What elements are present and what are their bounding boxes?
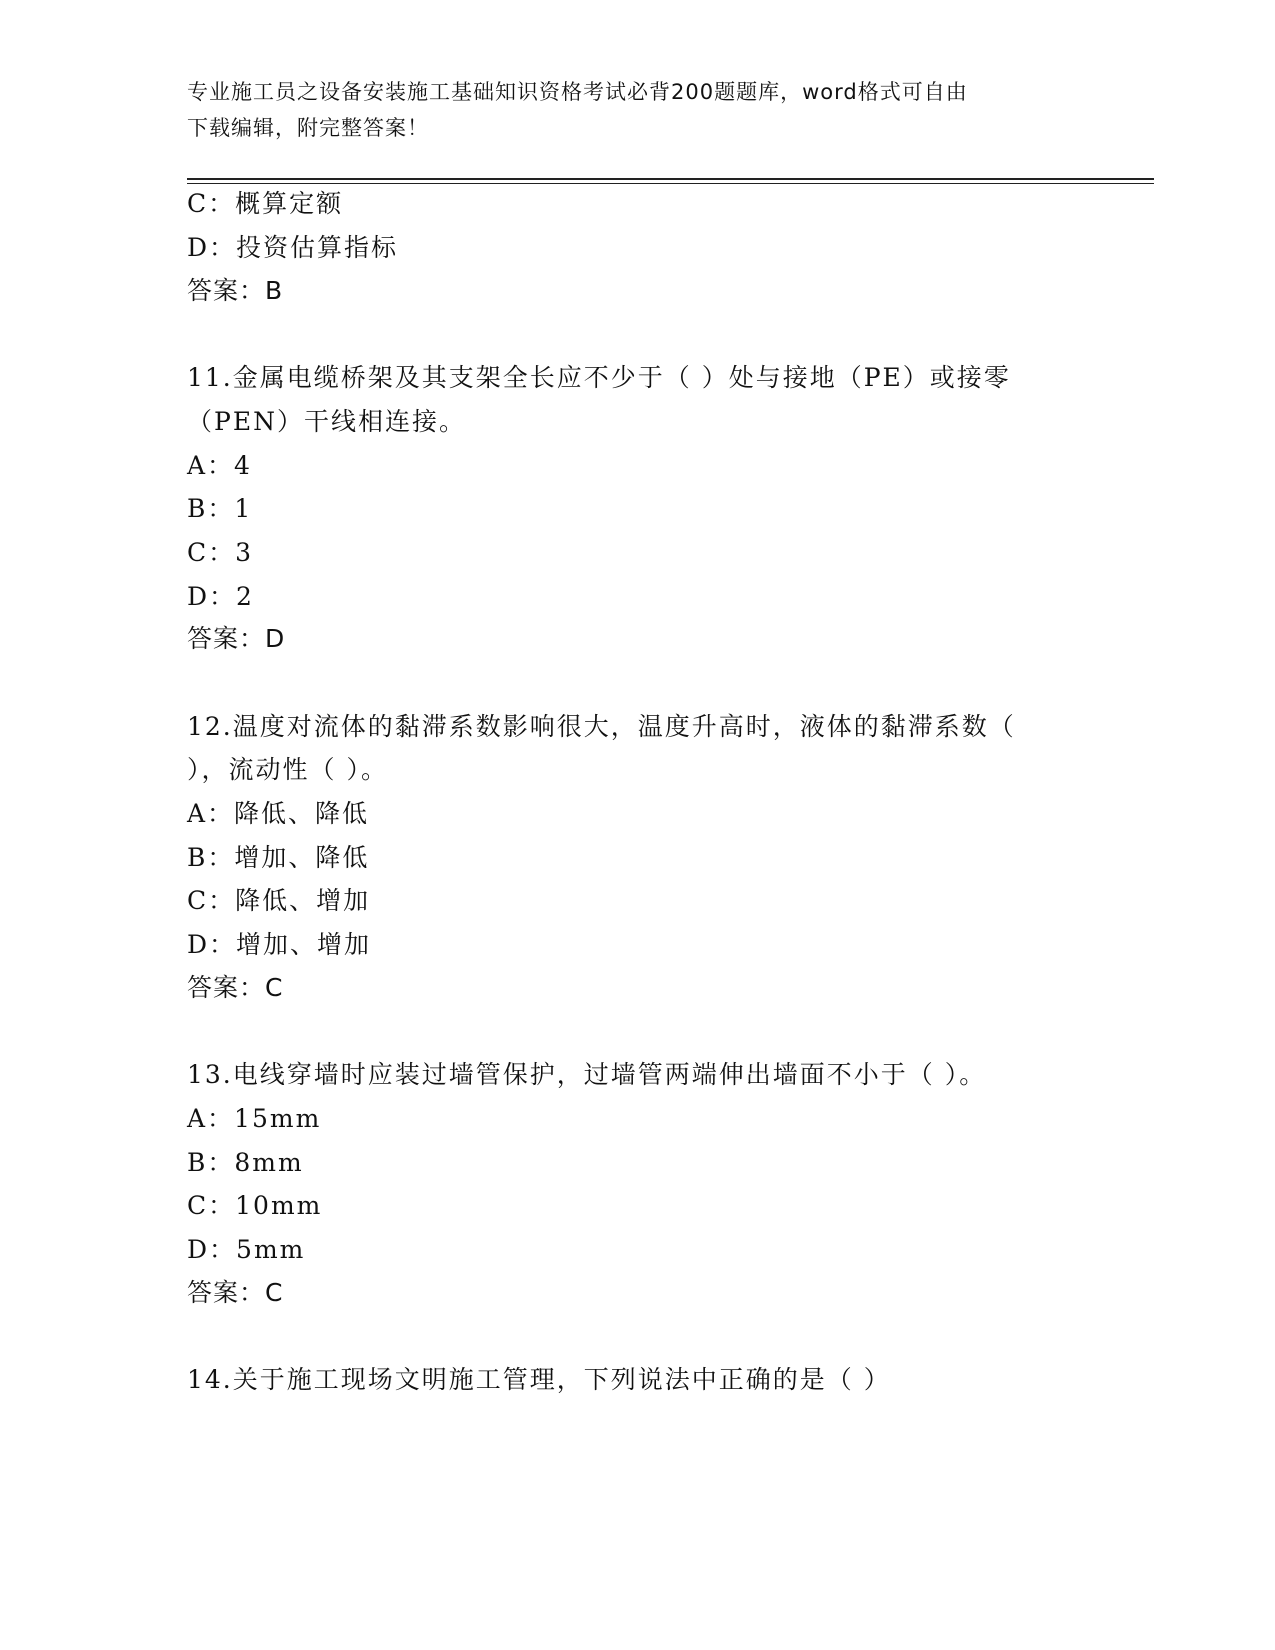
document-header [187, 74, 1067, 146]
answer-line: 答案：D [187, 624, 286, 653]
answer-line: 答案：C [187, 1278, 284, 1307]
option-c: C：3 [187, 538, 254, 567]
option-d: D：增加、增加 [187, 930, 372, 959]
header-divider-thin [187, 183, 1154, 184]
option-a: A：15mm [187, 1104, 322, 1133]
option-c: C：10mm [187, 1191, 323, 1220]
option-d: D：2 [187, 582, 254, 611]
answer-line: 答案：C [187, 973, 284, 1002]
question-stem-12: 12.温度对流体的黏滞系数影响很大，温度升高时，液体的黏滞系数（ [187, 712, 1016, 741]
option-d: D：投资估算指标 [187, 233, 399, 262]
question-stem-12-cont: ），流动性（ ）。 [187, 755, 388, 784]
option-b: B：1 [187, 494, 253, 523]
option-b: B：8mm [187, 1148, 304, 1177]
option-c: C：概算定额 [187, 189, 344, 218]
option-c: C：降低、增加 [187, 886, 371, 915]
option-d: D：5mm [187, 1235, 306, 1264]
question-stem-14: 14.关于施工现场文明施工管理，下列说法中正确的是（ ） [187, 1365, 891, 1394]
option-a: A：降低、降低 [187, 799, 370, 828]
question-stem-11: 11.金属电缆桥架及其支架全长应不少于（ ）处与接地（PE）或接零 [187, 363, 1011, 392]
option-b: B：增加、降低 [187, 843, 370, 872]
option-a: A：4 [187, 451, 252, 480]
header-line-2: 下载编辑，附完整答案！ [187, 116, 429, 140]
question-stem-11-cont: （PEN）干线相连接。 [187, 407, 466, 436]
header-line-1: 专业施工员之设备安装施工基础知识资格考试必背200题题库，word格式可自由 [187, 80, 968, 104]
question-stem-13: 13.电线穿墙时应装过墙管保护，过墙管两端伸出墙面不小于（ ）。 [187, 1060, 987, 1089]
header-divider-thick [187, 178, 1154, 180]
answer-line: 答案：B [187, 276, 284, 305]
